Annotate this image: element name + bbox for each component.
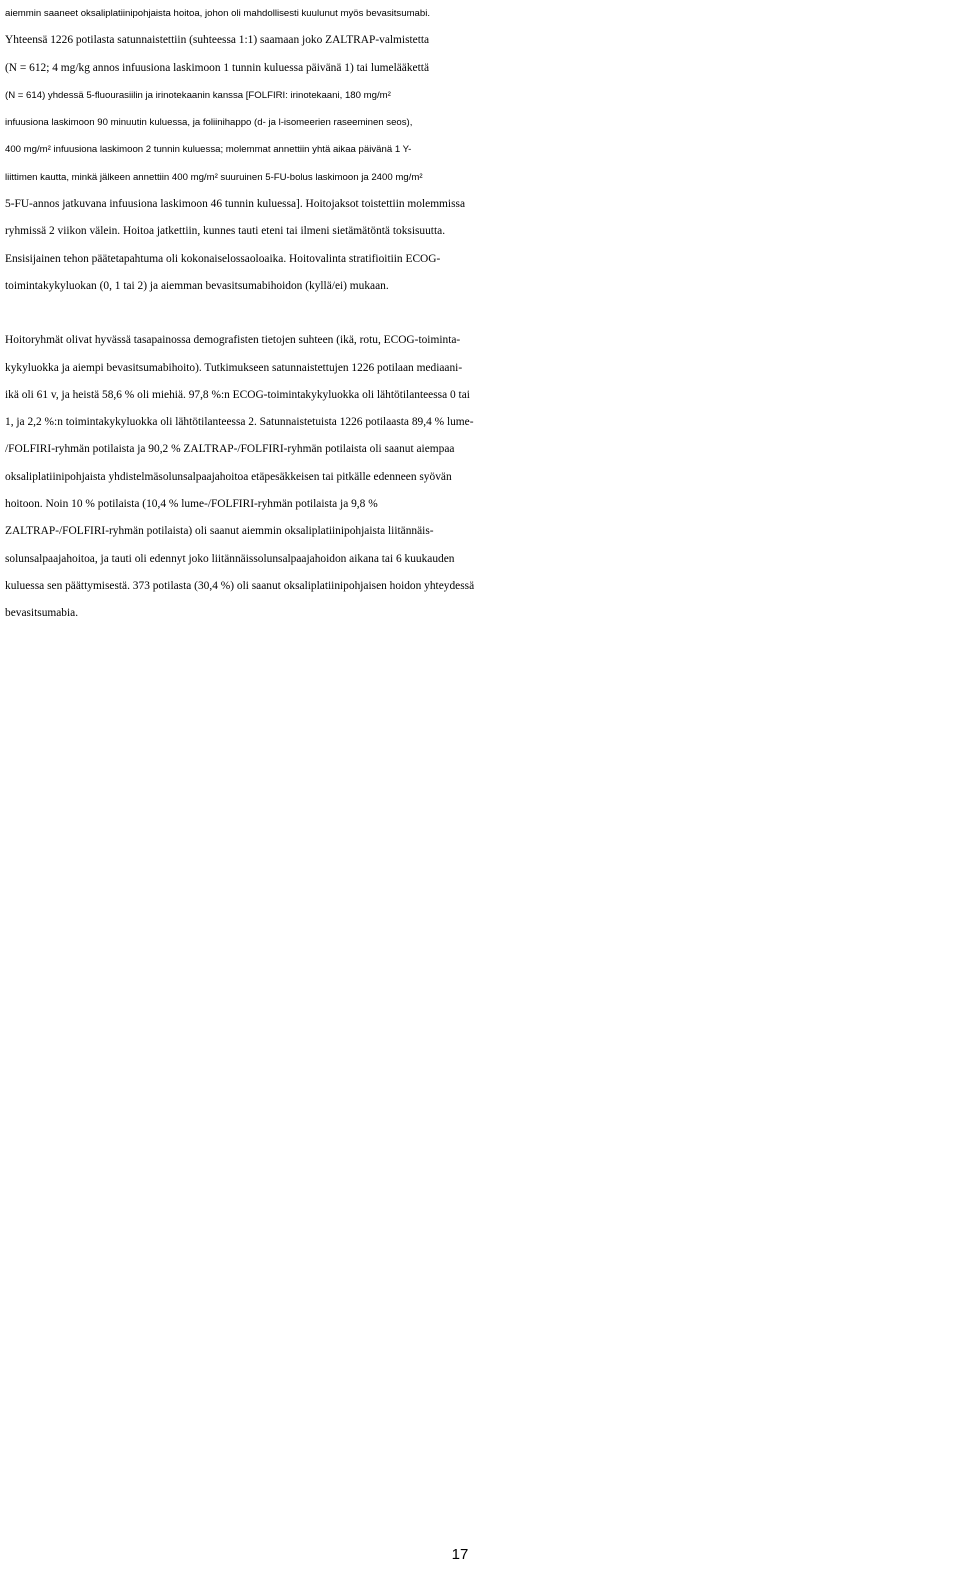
text-line: liittimen kautta, minkä jälkeen annettiin 400 mg/m² suuruinen 5-FU-bolus laskimoon ja 2400 mg/m² bbox=[5, 171, 423, 183]
text-line: kuluessa sen päättymisestä. 373 potilasta (30,4 %) oli saanut oksaliplatiinipohjaisen hoidon yhteydessä bbox=[5, 579, 475, 592]
text-line: /FOLFIRI-ryhmän potilaista ja 90,2 % ZALTRAP-/FOLFIRI-ryhmän potilaista oli saanut aiempaa bbox=[5, 443, 455, 456]
text-line: 400 mg/m² infuusiona laskimoon 2 tunnin kuluessa; molemmat annettiin yhtä aikaa päivänä 1 Y- bbox=[5, 144, 412, 156]
paragraph bbox=[5, 327, 957, 627]
text-line: 1, ja 2,2 %:n toimintakykyluokka oli lähtötilanteessa 2. Satunnaistetuista 1226 potilaasta 89,4 % lume- bbox=[5, 416, 474, 429]
text-line: solunsalpaajahoitoa, ja tauti oli edennyt joko liitännäissolunsalpaajahoidon aikana tai 6 kuukauden bbox=[5, 552, 455, 565]
text-line: (N = 612; 4 mg/kg annos infuusiona laskimoon 1 tunnin kuluessa päivänä 1) tai lumelääkettä bbox=[5, 61, 430, 74]
paragraph bbox=[5, 0, 957, 300]
text-line: hoitoon. Noin 10 % potilaista (10,4 % lume-/FOLFIRI-ryhmän potilaista ja 9,8 % bbox=[5, 498, 378, 511]
page-number: 17 bbox=[451, 1546, 469, 1563]
text-line: ryhmissä 2 viikon välein. Hoitoa jatkettiin, kunnes tauti eteni tai ilmeni sietämätöntä toksisuutta. bbox=[5, 225, 446, 238]
text-line: ZALTRAP-/FOLFIRI-ryhmän potilaista) oli saanut aiemmin oksaliplatiinipohjaista liitännäis- bbox=[5, 525, 434, 538]
text-line: aiemmin saaneet oksaliplatiinipohjaista hoitoa, johon oli mahdollisesti kuulunut myös bevasitsumabi. bbox=[5, 8, 431, 19]
document-page bbox=[5, 0, 957, 628]
text-line: (N = 614) yhdessä 5-fluourasiilin ja irinotekaanin kanssa [FOLFIRI: irinotekaani, 180 mg/m² bbox=[5, 89, 391, 101]
text-line: infuusiona laskimoon 90 minuutin kuluessa, ja foliinihappo (d- ja l-isomeerien raseeminen seos), bbox=[5, 117, 413, 129]
text-line: 5-FU-annos jatkuvana infuusiona laskimoon 46 tunnin kuluessa]. Hoitojaksot toistettiin molemmissa bbox=[5, 198, 466, 211]
text-line: ikä oli 61 v, ja heistä 58,6 % oli miehiä. 97,8 %:n ECOG-toimintakykyluokka oli lähtötilanteessa 0 tai bbox=[5, 388, 470, 401]
text-line: kykyluokka ja aiempi bevasitsumabihoito). Tutkimukseen satunnaistettujen 1226 potilaan mediaani- bbox=[5, 361, 463, 374]
text-line: Yhteensä 1226 potilasta satunnaistettiin (suhteessa 1:1) saamaan joko ZALTRAP-valmistetta bbox=[5, 34, 430, 47]
text-line: toimintakykyluokan (0, 1 tai 2) ja aiemman bevasitsumabihoidon (kyllä/ei) mukaan. bbox=[5, 279, 389, 292]
text-line: oksaliplatiinipohjaista yhdistelmäsolunsalpaajahoitoa etäpesäkkeisen tai pitkälle edenneen syövän bbox=[5, 470, 452, 483]
text-line: bevasitsumabia. bbox=[5, 607, 79, 620]
text-line: Ensisijainen tehon päätetapahtuma oli kokonaiselossaoloaika. Hoitovalinta stratifioitiin ECOG- bbox=[5, 252, 441, 265]
body-text bbox=[5, 0, 957, 628]
text-line: Hoitoryhmät olivat hyvässä tasapainossa demografisten tietojen suhteen (ikä, rotu, ECOG-toiminta- bbox=[5, 334, 461, 347]
